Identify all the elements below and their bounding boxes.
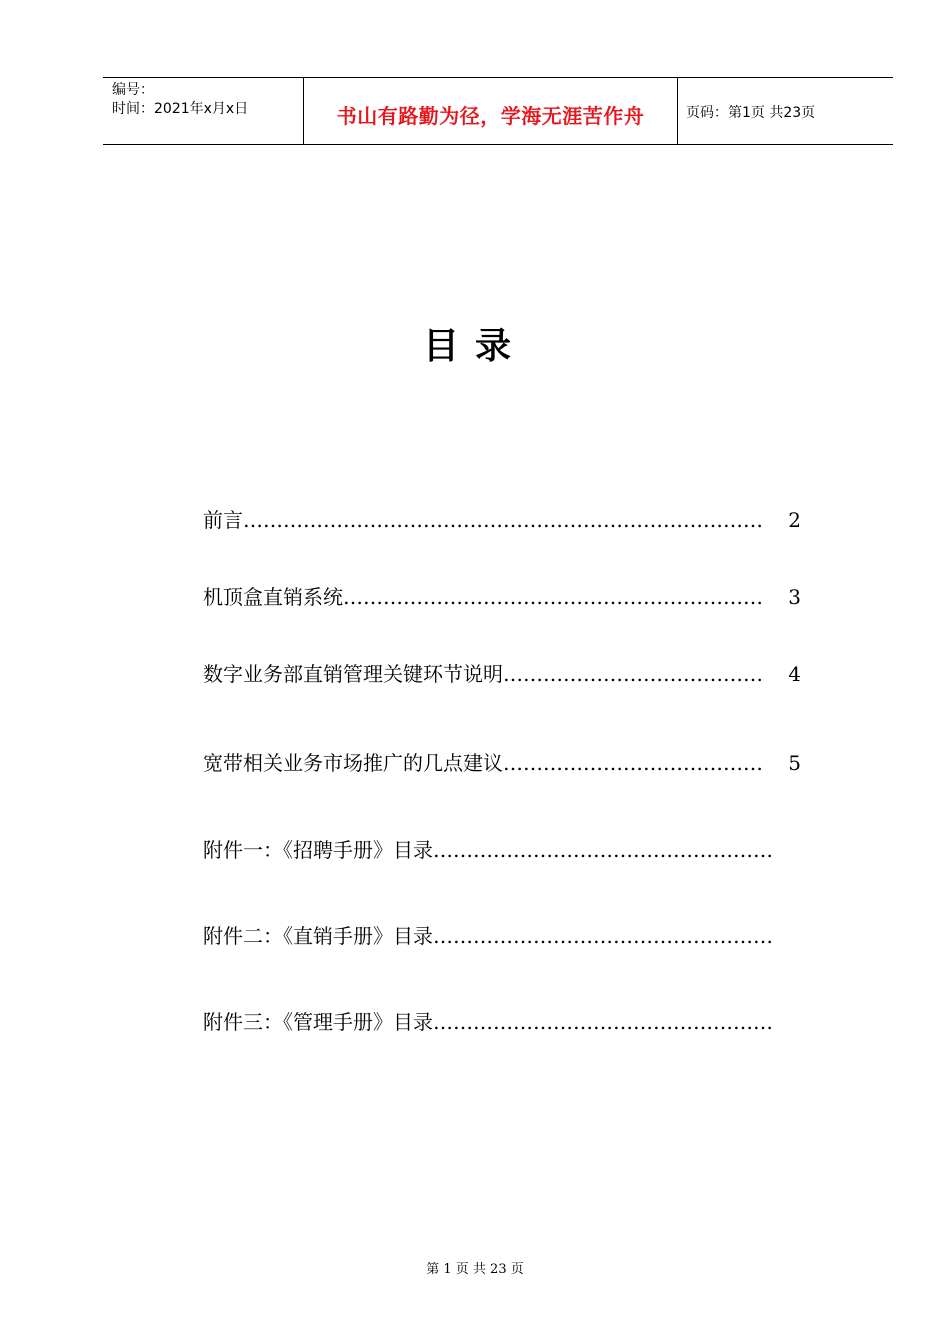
header-page-cell	[678, 78, 893, 144]
serial-number-label: 编号：	[112, 82, 154, 98]
toc-entry-page: 3	[788, 585, 801, 609]
page-footer: 第 1 页 共 23 页	[426, 1262, 524, 1277]
motto-text: 书山有路勤为径，学海无涯苦作舟	[336, 104, 645, 128]
toc-entry-label: 附件三：《管理手册》目录……………………………………………	[203, 1010, 773, 1034]
header-info-cell	[103, 78, 304, 144]
toc-entry-label: 前言……………………………………………………………………	[203, 508, 763, 532]
toc-entry-stb-direct-sales[interactable]	[203, 582, 803, 612]
toc-entry-preface[interactable]	[203, 505, 803, 535]
toc-entry-label: 宽带相关业务市场推广的几点建议…………………………………	[203, 751, 763, 775]
time-label: 时间：2021年x月x日	[112, 101, 249, 117]
toc-entry-label: 机顶盒直销系统………………………………………………………	[203, 585, 763, 609]
toc-entry-key-links[interactable]	[203, 659, 803, 689]
page-info-label: 页码：第1页 共23页	[686, 105, 816, 121]
toc-entry-appendix-2[interactable]	[203, 921, 803, 951]
header-table	[103, 77, 893, 145]
toc-entry-label: 数字业务部直销管理关键环节说明…………………………………	[203, 662, 763, 686]
toc-entry-appendix-3[interactable]	[203, 1007, 803, 1037]
toc-entry-broadband-suggestions[interactable]	[203, 748, 803, 778]
toc-entry-page: 5	[788, 751, 801, 775]
toc-entry-label: 附件二：《直销手册》目录……………………………………………	[203, 924, 773, 948]
toc-entry-page: 2	[788, 508, 801, 532]
page-title: 目录	[422, 326, 527, 367]
toc-entry-appendix-1[interactable]	[203, 835, 803, 865]
toc-entry-page: 4	[788, 662, 801, 686]
toc-entry-label: 附件一：《招聘手册》目录……………………………………………	[203, 838, 773, 862]
header-motto-cell	[304, 78, 678, 144]
